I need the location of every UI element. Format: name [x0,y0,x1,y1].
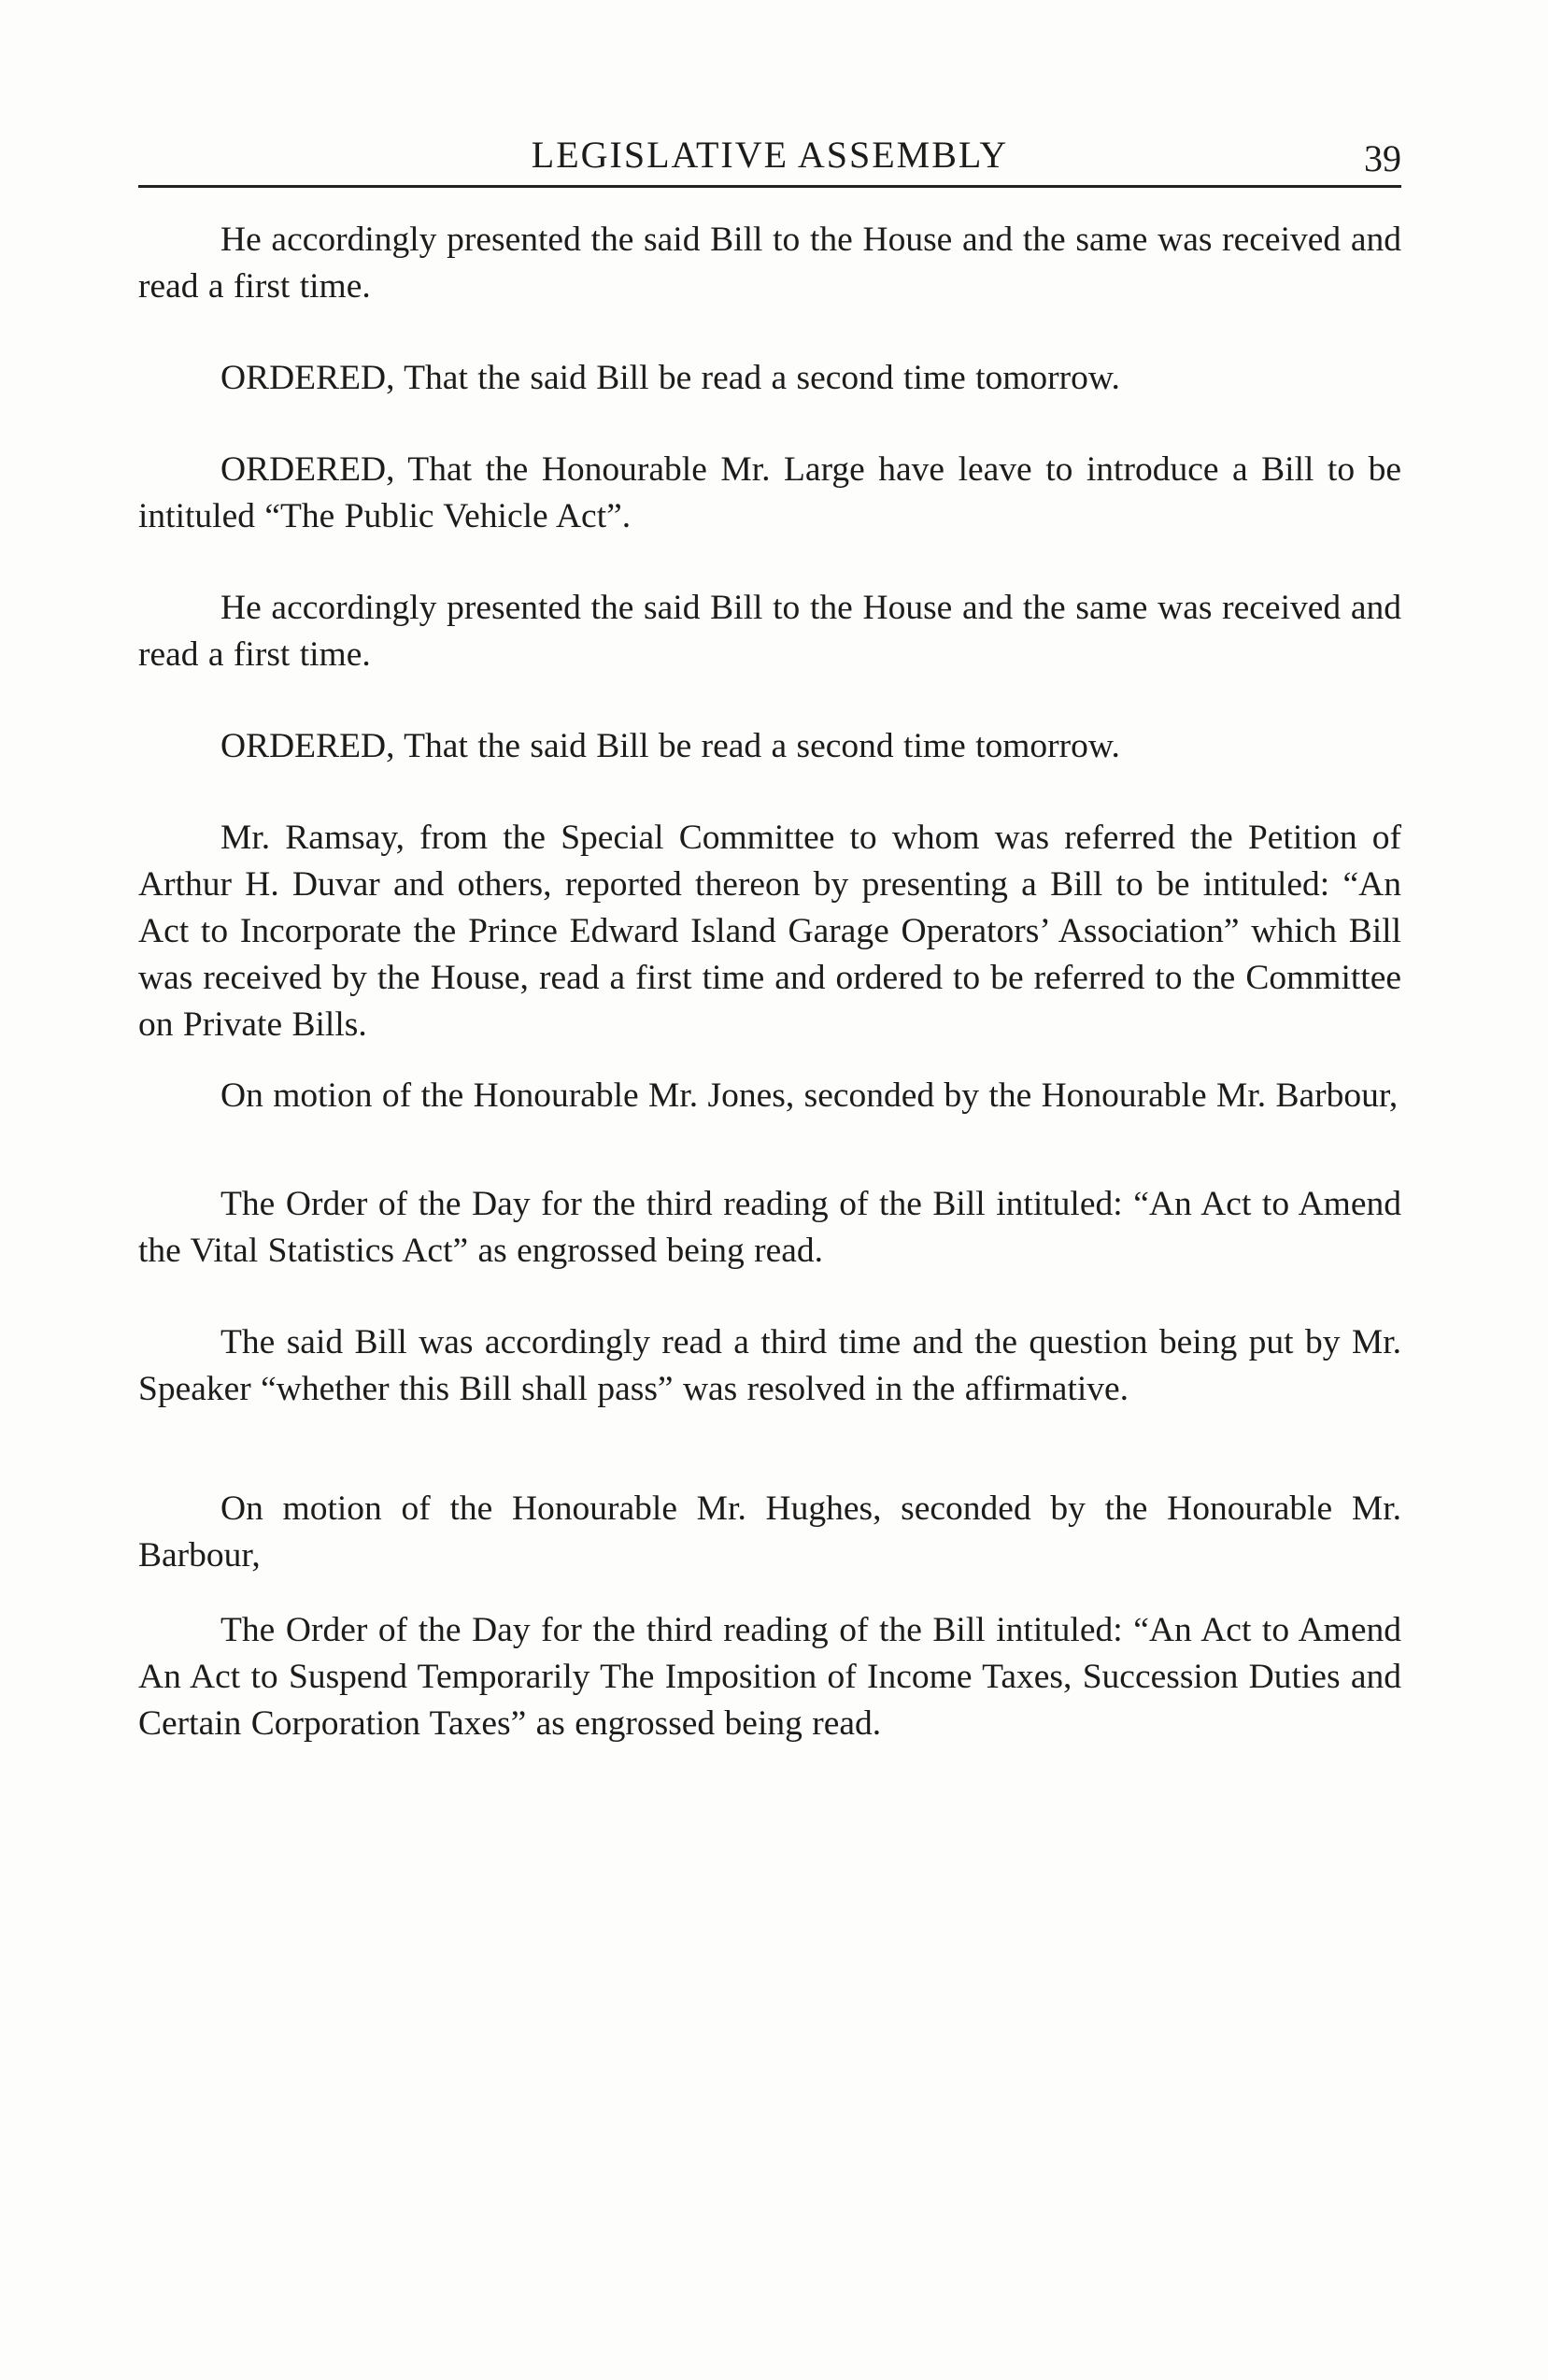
paragraph-order-vital-statistics: The Order of the Day for the third reading of the Bill intituled: “An Act to Amend the Vital Statistics Act” as engrossed being read. [138,1185,1401,1270]
page-header [138,121,1401,189]
paragraph-ordered-second-reading-1: ORDERED, That the said Bill be read a second time tomorrow. [220,359,1120,397]
paragraph-bill-presented-2: He accordingly presented the said Bill to the House and the same was received and read a first time. [138,589,1401,674]
paragraph-bill-presented-1: He accordingly presented the said Bill to the House and the same was received and read a first time. [138,221,1401,306]
paragraph-motion-jones: On motion of the Honourable Mr. Jones, seconded by the Honourable Mr. Barbour, [220,1076,1399,1115]
running-title: LEGISLATIVE ASSEMBLY [531,134,1009,176]
paragraph-special-committee-report: Mr. Ramsay, from the Special Committee to whom was referred the Petition of Arthur H. Duvar and others, reported thereon by presenting a Bill to be intituled: “An Act to Incorporate the Prince Edward Island Garage Operators’ Association” which Bill was received by the House, read a first time and ordered to be referred to the Committee on Private Bills. [138,819,1401,1044]
paragraph-ordered-second-reading-2: ORDERED, That the said Bill be read a second time tomorrow. [220,727,1120,765]
header-rule [138,185,1401,188]
body-text [138,217,1401,1747]
paragraph-ordered-leave-public-vehicle-act: ORDERED, That the Honourable Mr. Large have leave to introduce a Bill to be intituled “The Public Vehicle Act”. [138,450,1401,535]
paragraph-third-reading-resolved: The said Bill was accordingly read a third time and the question being put by Mr. Speaker “whether this Bill shall pass” was resolved in the affirmative. [138,1323,1401,1408]
paragraph-motion-hughes: On motion of the Honourable Mr. Hughes, seconded by the Honourable Mr. Barbour, [138,1489,1401,1575]
page-number: 39 [1364,137,1401,179]
paragraph-order-income-taxes: The Order of the Day for the third reading of the Bill intituled: “An Act to Amend An Act to Suspend Temporarily The Imposition of Income Taxes, Succession Duties and Certain Corporation Taxes” as engrossed being read. [138,1611,1401,1743]
